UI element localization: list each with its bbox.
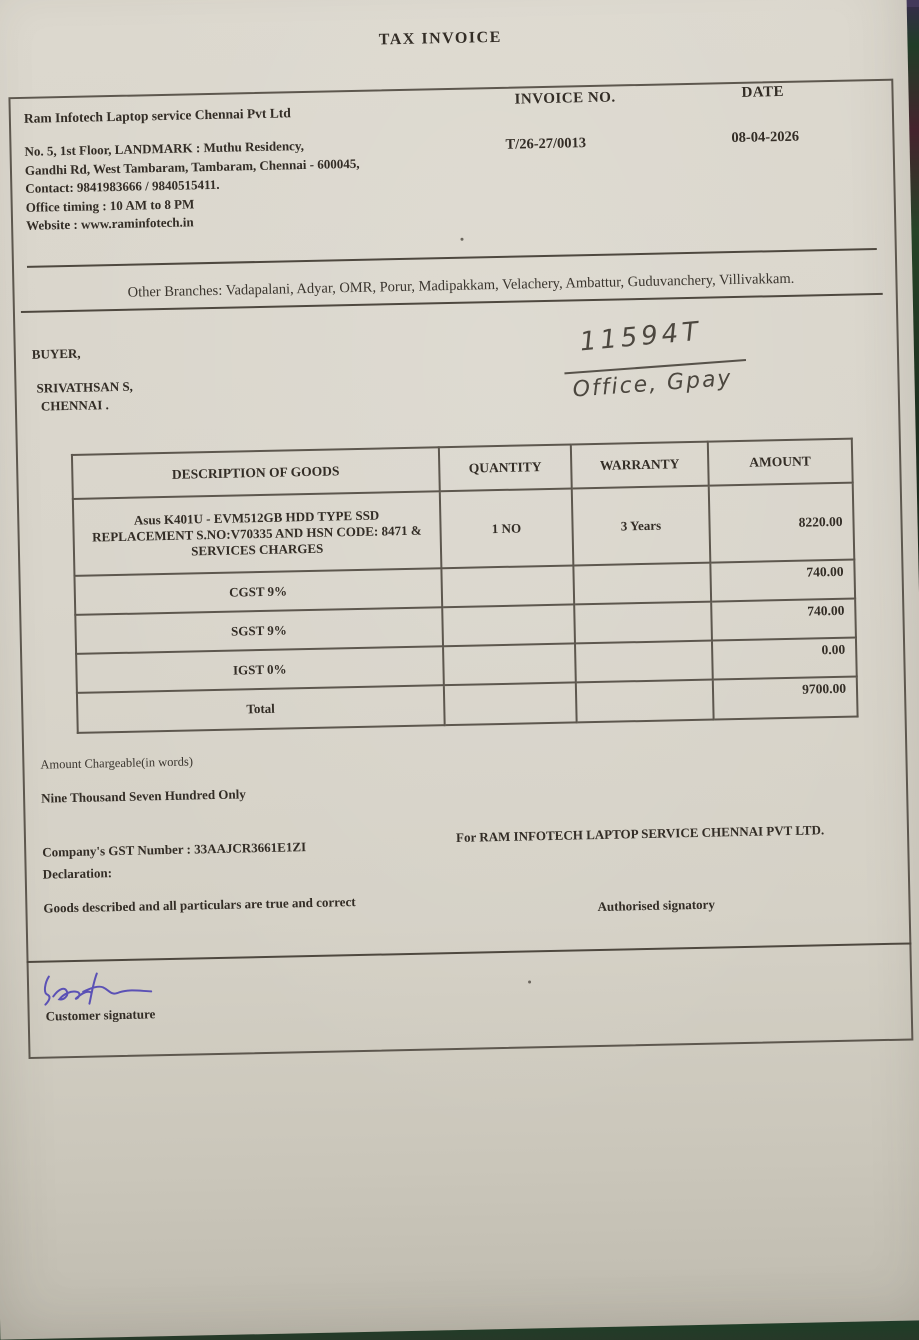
seller-address-line1: No. 5, 1st Floor, LANDMARK : Muthu Residency,: [24, 138, 305, 159]
header-warranty: WARRANTY: [571, 442, 708, 489]
igst-quantity: [443, 643, 576, 685]
amount-in-words-label: Amount Chargeable(in words): [40, 754, 194, 772]
handwritten-reference-number: 11594T: [578, 316, 704, 358]
item-description: Asus K401U - EVM512GB HDD TYPE SSD REPLACEMENT S.NO:V70335 AND HSN CODE: 8471 & SERVICES CHARGES: [73, 491, 441, 576]
item-quantity: 1 NO: [439, 488, 573, 568]
igst-label: IGST 0%: [76, 646, 443, 693]
header-quantity: QUANTITY: [438, 444, 571, 491]
declaration-label: Declaration:: [42, 865, 113, 882]
total-quantity: [443, 682, 576, 725]
buyer-city: CHENNAI .: [40, 397, 109, 414]
item-warranty: 3 Years: [572, 486, 710, 566]
authorised-signatory-label: Authorised signatory: [597, 896, 716, 915]
invoice-date-label: DATE: [741, 83, 785, 101]
total-amount: 9700.00: [712, 677, 857, 720]
handwritten-payment-note: Office, Gpay: [571, 365, 734, 403]
invoice-date-value: 08-04-2026: [731, 128, 800, 147]
other-branches-line: Other Branches: Vadapalani, Adyar, OMR, Porur, Madipakkam, Velachery, Ambattur, Guduvanchery, Villivakkam.: [127, 270, 795, 301]
buyer-name: SRIVATHSAN S,: [36, 378, 134, 396]
igst-warranty: [575, 641, 712, 683]
sgst-label: SGST 9%: [75, 607, 442, 654]
invoice-number-label: INVOICE NO.: [514, 89, 616, 108]
total-warranty: [576, 680, 713, 723]
goods-table: [71, 438, 859, 734]
seller-website: Website : www.raminfotech.in: [25, 214, 194, 233]
page-title: TAX INVOICE: [378, 28, 502, 49]
sgst-quantity: [442, 604, 575, 646]
cgst-quantity: [441, 565, 574, 607]
header-amount: AMOUNT: [707, 439, 852, 486]
customer-signature-label: Customer signature: [45, 1006, 156, 1024]
cgst-label: CGST 9%: [74, 568, 441, 615]
sgst-amount: 740.00: [711, 599, 856, 641]
seller-address-line2: Gandhi Rd, West Tambaram, Tambaram, Chennai - 600045,: [24, 155, 360, 178]
sgst-warranty: [574, 602, 711, 644]
seller-contact: Contact: 9841983666 / 9840515411.: [25, 176, 220, 196]
scan-artifact-dot: [460, 238, 463, 241]
invoice-number-value: T/26-27/0013: [505, 135, 587, 153]
cgst-warranty: [574, 563, 711, 605]
header-description: DESCRIPTION OF GOODS: [72, 447, 439, 499]
igst-amount: 0.00: [712, 638, 857, 680]
item-amount: 8220.00: [708, 483, 854, 563]
seller-office-timing: Office timing : 10 AM to 8 PM: [25, 195, 195, 215]
declaration-text: Goods described and all particulars are true and correct: [43, 894, 356, 916]
seller-name: Ram Infotech Laptop service Chennai Pvt Ltd: [23, 105, 291, 126]
for-company-line: For RAM INFOTECH LAPTOP SERVICE CHENNAI PVT LTD.: [455, 822, 825, 845]
amount-in-words-value: Nine Thousand Seven Hundred Only: [40, 786, 246, 806]
buyer-label: BUYER,: [31, 345, 81, 362]
scan-artifact-dot: [528, 980, 531, 983]
company-gst-number: Company's GST Number : 33AAJCR3661E1ZI: [42, 839, 307, 860]
seller-info-block: [24, 101, 497, 235]
total-label: Total: [77, 685, 444, 733]
cgst-amount: 740.00: [710, 560, 855, 602]
